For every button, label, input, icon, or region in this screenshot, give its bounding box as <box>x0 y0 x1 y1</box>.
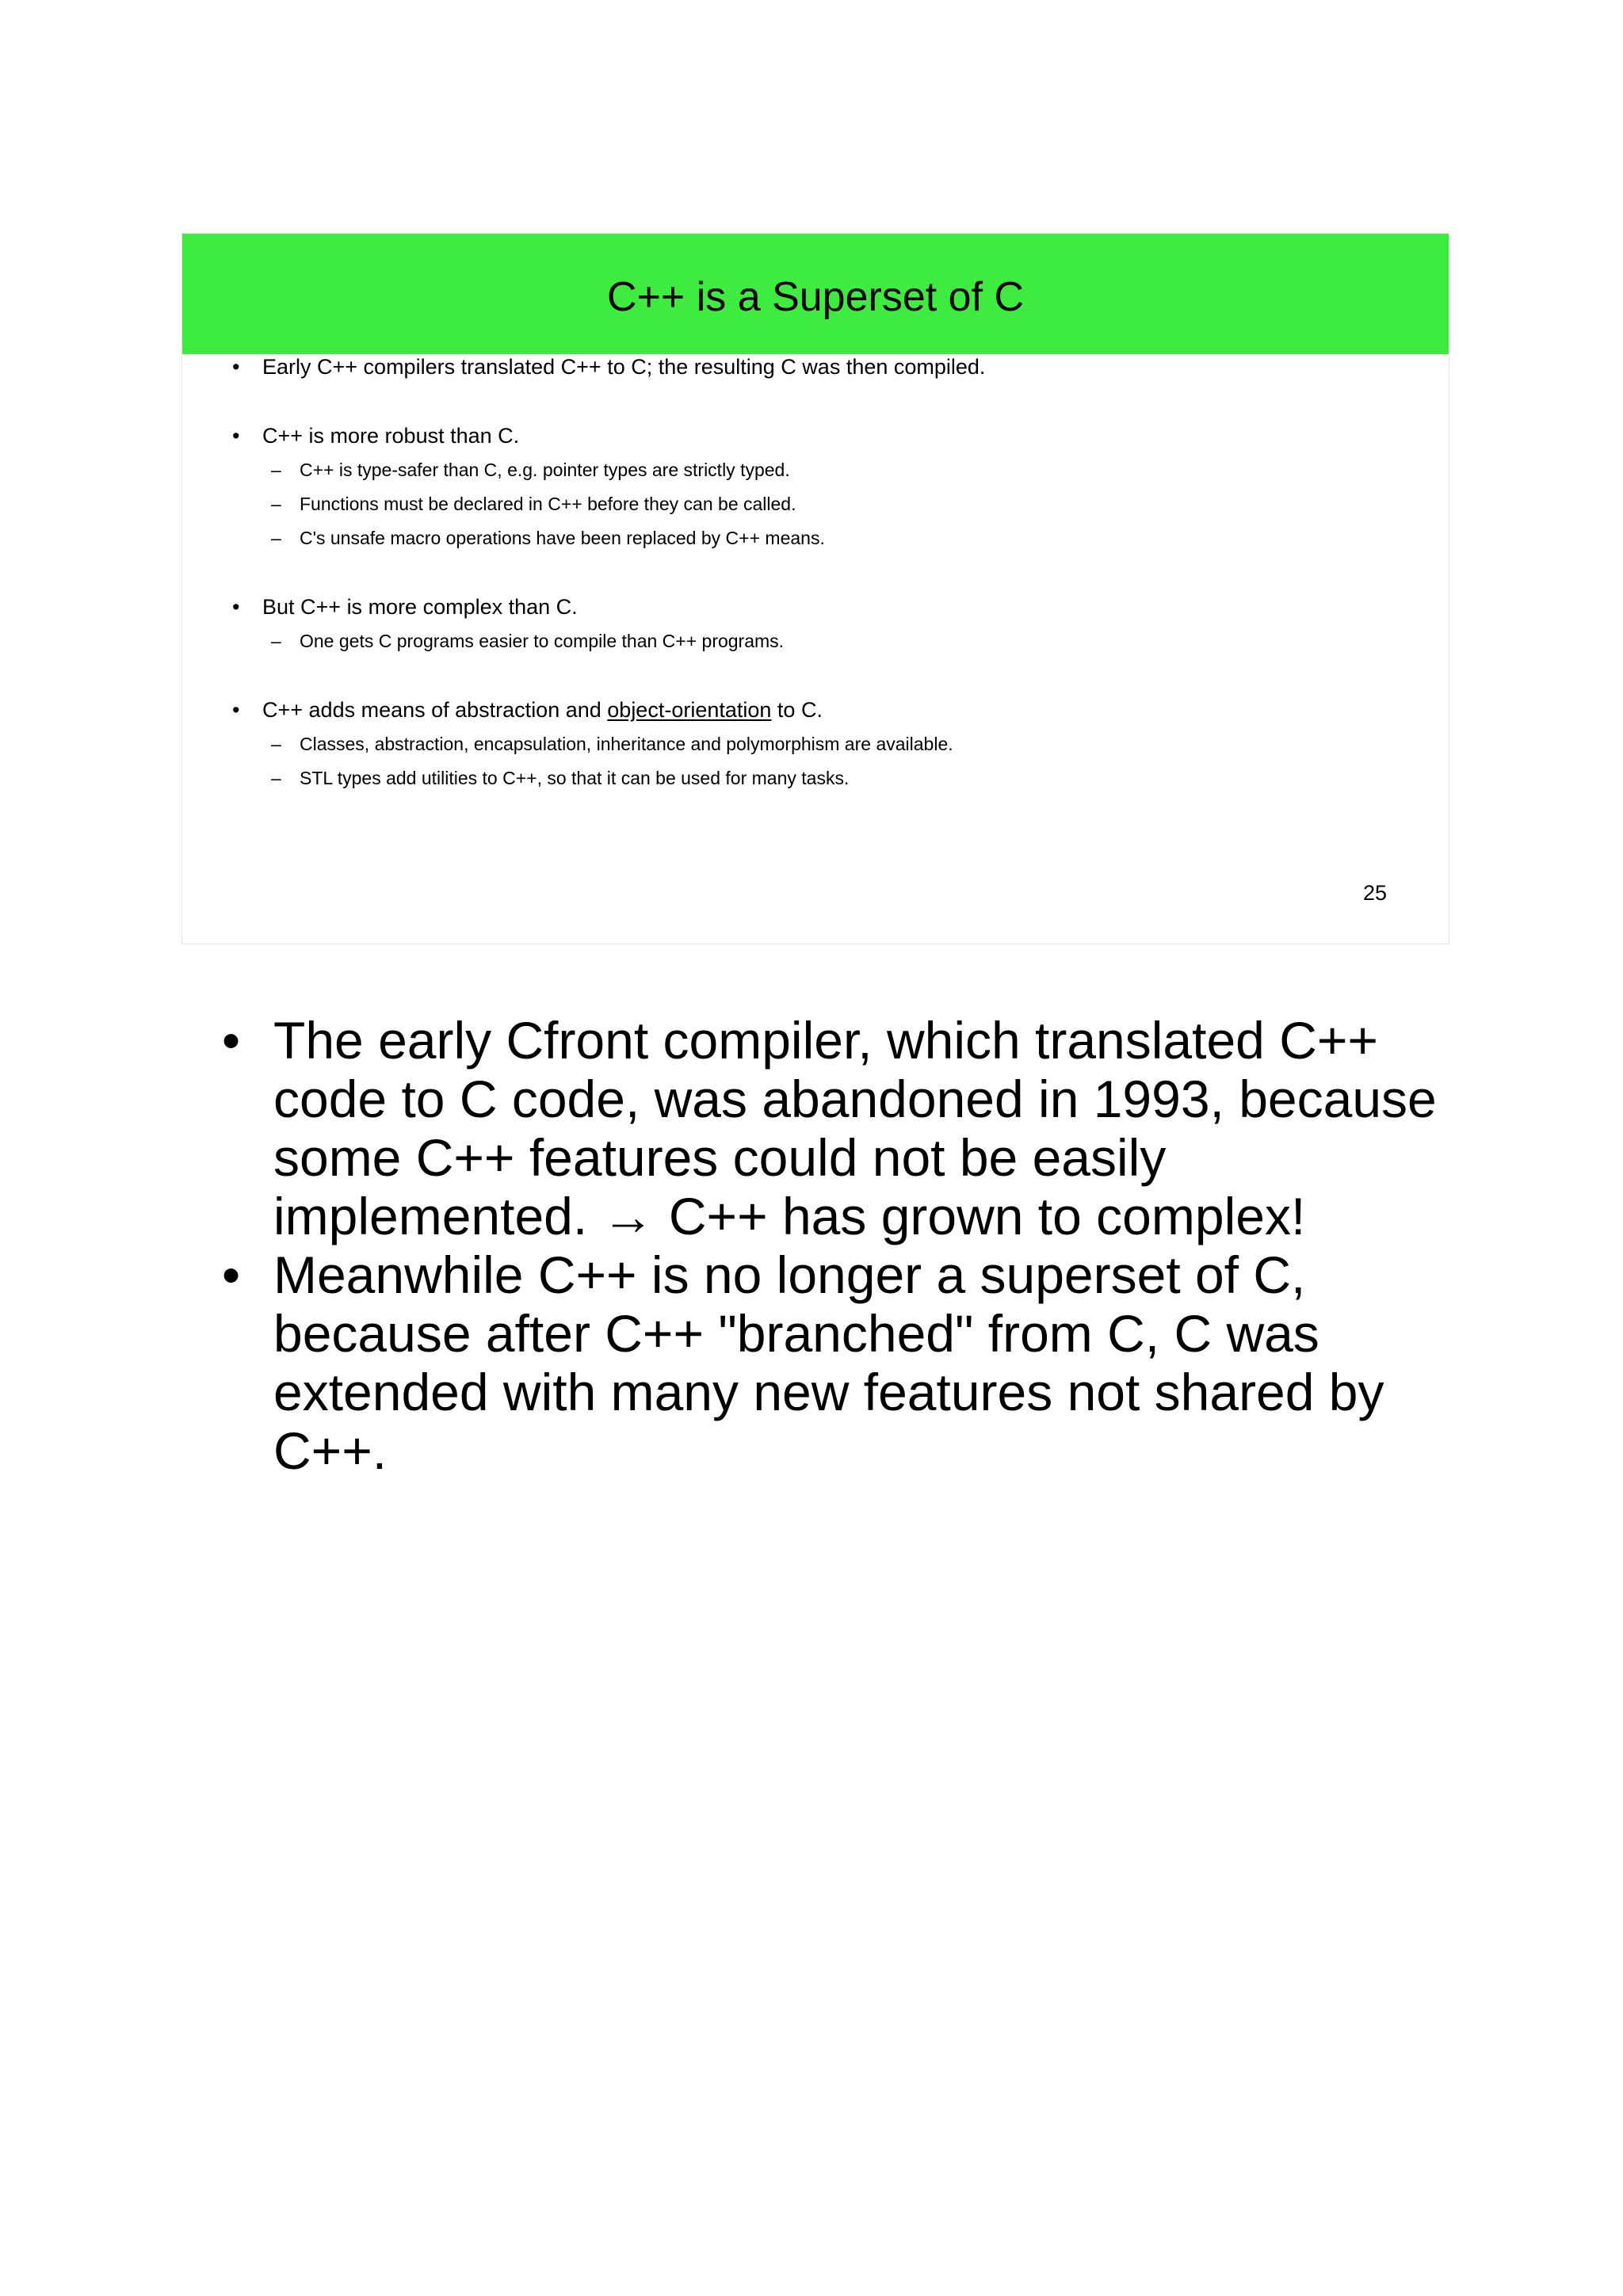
sub-bullet-text: C++ is type-safer than C, e.g. pointer types are strictly typed. <box>300 460 790 480</box>
note-item <box>222 1245 1458 1480</box>
bullet-text-before: C++ adds means of abstraction and <box>262 698 608 722</box>
sub-bullet-row <box>182 624 1449 658</box>
slide-point-3 <box>182 589 1449 658</box>
bullet-row <box>182 349 1449 384</box>
slide-title: C++ is a Superset of C <box>606 274 1025 320</box>
page-number: 25 <box>1362 881 1387 905</box>
object-orientation-link[interactable]: object-orientation <box>607 698 772 722</box>
slide-point-2 <box>182 418 1449 555</box>
sub-bullet-row <box>182 727 1449 761</box>
bullet-row <box>182 589 1449 624</box>
note-text: Meanwhile C++ is no longer a superset of C, because after C++ "branched" from C, C was extended with many new features not shared by C++. <box>273 1245 1384 1480</box>
bullet-icon: • <box>222 1011 241 1070</box>
bullet-icon: • <box>232 424 240 448</box>
dash-icon: – <box>271 528 281 548</box>
slide-header <box>182 234 1449 354</box>
bullet-row <box>182 692 1449 727</box>
bullet-text <box>262 692 823 727</box>
sub-bullet-text: Classes, abstraction, encapsulation, inheritance and polymorphism are available. <box>300 734 953 754</box>
sub-bullet-row <box>182 487 1449 521</box>
speaker-notes <box>222 1011 1458 1480</box>
bullet-text: But C++ is more complex than C. <box>262 595 578 619</box>
sub-bullet-text: Functions must be declared in C++ before they can be called. <box>300 494 796 514</box>
bullet-text: Early C++ compilers translated C++ to C; the resulting C was then compiled. <box>262 355 986 379</box>
bullet-icon: • <box>232 595 240 619</box>
sub-bullet-row <box>182 521 1449 555</box>
dash-icon: – <box>271 734 281 754</box>
bullet-icon: • <box>232 355 240 379</box>
sub-bullet-row <box>182 453 1449 487</box>
slide-body <box>182 349 1449 795</box>
note-text: The early Cfront compiler, which translated C++ code to C code, was abandoned in 1993, because some C++ features could not be easily implemented. → C++ has grown to complex! <box>273 1011 1437 1245</box>
sub-bullet-text: C's unsafe macro operations have been replaced by C++ means. <box>300 528 825 548</box>
bullet-text: C++ is more robust than C. <box>262 424 520 448</box>
note-item <box>222 1011 1458 1245</box>
slide-point-1 <box>182 349 1449 384</box>
bullet-icon: • <box>222 1245 241 1304</box>
bullet-row <box>182 418 1449 453</box>
sub-bullet-text: STL types add utilities to C++, so that it can be used for many tasks. <box>300 768 850 788</box>
dash-icon: – <box>271 494 281 514</box>
dash-icon: – <box>271 768 281 788</box>
slide-point-4 <box>182 692 1449 795</box>
sub-bullet-text: One gets C programs easier to compile than C++ programs. <box>300 631 785 651</box>
dash-icon: – <box>271 460 281 480</box>
dash-icon: – <box>271 631 281 651</box>
slide <box>181 233 1449 944</box>
bullet-text-after: to C. <box>771 698 823 722</box>
bullet-icon: • <box>232 698 240 722</box>
sub-bullet-row <box>182 761 1449 795</box>
